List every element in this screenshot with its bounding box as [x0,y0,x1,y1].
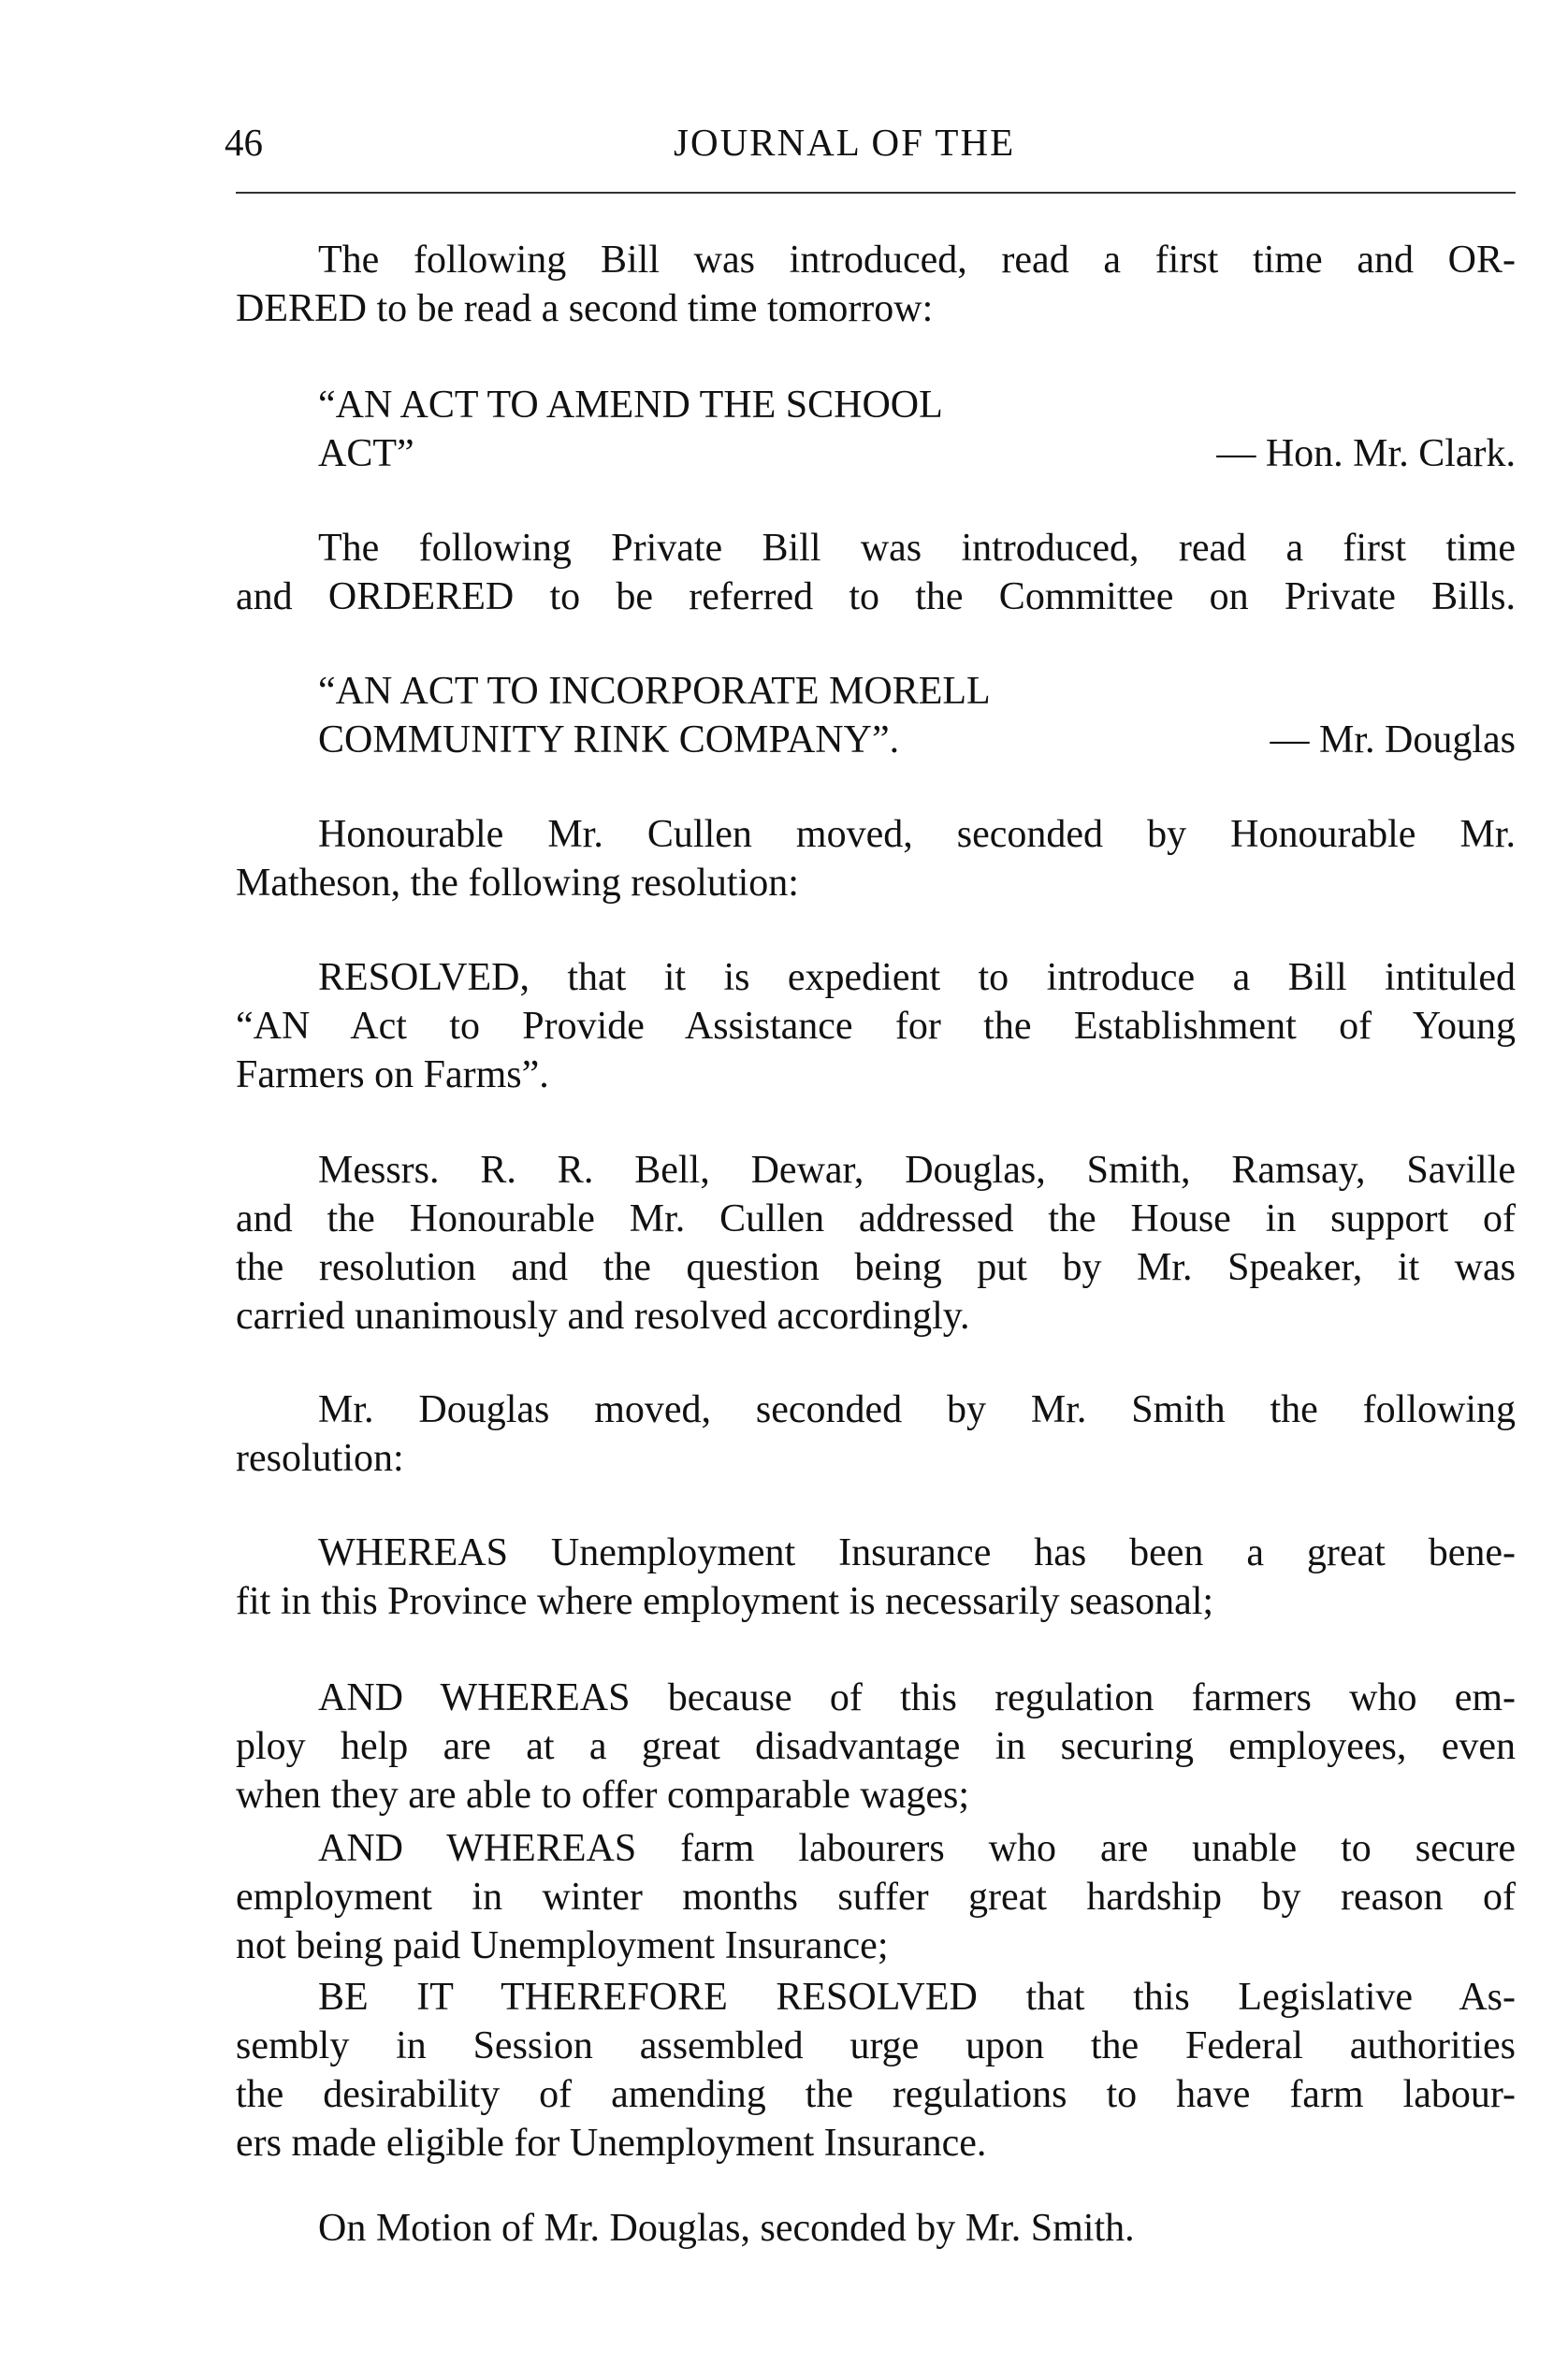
text-line: the resolution and the question being put by Mr. Speaker, it was [236,1246,1516,1289]
bill-sponsor: — Mr. Douglas [1270,718,1516,761]
bill-title-line: COMMUNITY RINK COMPANY”. [318,718,900,761]
whereas-paragraph [236,1529,1516,1626]
text-line: and the Honourable Mr. Cullen addressed the House in support of [236,1197,1516,1240]
running-title: JOURNAL OF THE [674,121,1016,164]
text-line: RESOLVED, that it is expedient to introduce a Bill intituled [318,956,1516,999]
whereas-paragraph [236,1674,1516,1820]
motion-paragraph [236,810,1516,907]
bill-title-line: “AN ACT TO AMEND THE SCHOOL [318,384,943,427]
motion-paragraph [236,1385,1516,1483]
text-line: The following Private Bill was introduced, read a first time [318,527,1516,570]
text-line: not being paid Unemployment Insurance; [236,1924,889,1967]
text-line: Messrs. R. R. Bell, Dewar, Douglas, Smith, Ramsay, Saville [318,1149,1516,1192]
header-rule [236,192,1516,194]
text-line: AND WHEREAS because of this regulation farmers who em- [318,1676,1516,1719]
text-line: AND WHEREAS farm labourers who are unable to secure [318,1827,1516,1870]
text-line: Honourable Mr. Cullen moved, seconded by Honourable Mr. [318,813,1516,856]
closing-line [318,2204,1516,2253]
page-number: 46 [225,121,263,164]
text-line: BE IT THEREFORE RESOLVED that this Legislative As- [318,1976,1516,2019]
text-line: ers made eligible for Unemployment Insurance. [236,2122,987,2165]
page-header [225,120,1516,176]
text-line: The following Bill was introduced, read a first time and OR- [318,239,1516,282]
bill-title-line: “AN ACT TO INCORPORATE MORELL [318,670,991,713]
text-line: On Motion of Mr. Douglas, seconded by Mr. Smith. [318,2207,1135,2250]
bill2-intro [236,524,1516,621]
bill-sponsor: — Hon. Mr. Clark. [1216,432,1516,475]
bill1-intro [236,236,1516,333]
text-line: resolution: [236,1437,404,1480]
text-line: fit in this Province where employment is necessarily seasonal; [236,1580,1214,1623]
text-line: Mr. Douglas moved, seconded by Mr. Smith the following [318,1388,1516,1431]
text-line: the desirability of amending the regulations to have farm labour- [236,2073,1516,2116]
text-line: when they are able to offer comparable wages; [236,1774,970,1817]
text-line: Farmers on Farms”. [236,1053,549,1096]
whereas-paragraph [236,1824,1516,1970]
text-line: carried unanimously and resolved accordingly. [236,1295,970,1338]
resolution-paragraph [236,1973,1516,2168]
text-line: employment in winter months suffer great hardship by reason of [236,1876,1516,1919]
debate-paragraph [236,1146,1516,1341]
text-line: sembly in Session assembled urge upon the Federal authorities [236,2024,1516,2067]
text-line: WHEREAS Unemployment Insurance has been a great bene- [318,1531,1516,1574]
bill2-entry [318,667,1516,764]
bill-title-line: ACT” [318,432,414,475]
text-line: ploy help are at a great disadvantage in securing employees, even [236,1725,1516,1768]
bill1-entry [318,381,1516,478]
resolution-paragraph [236,953,1516,1099]
text-line: “AN Act to Provide Assistance for the Establishment of Young [236,1005,1516,1048]
text-line: Matheson, the following resolution: [236,862,799,905]
text-line: DERED to be read a second time tomorrow: [236,287,934,330]
text-line: and ORDERED to be referred to the Committee on Private Bills. [236,575,1516,618]
